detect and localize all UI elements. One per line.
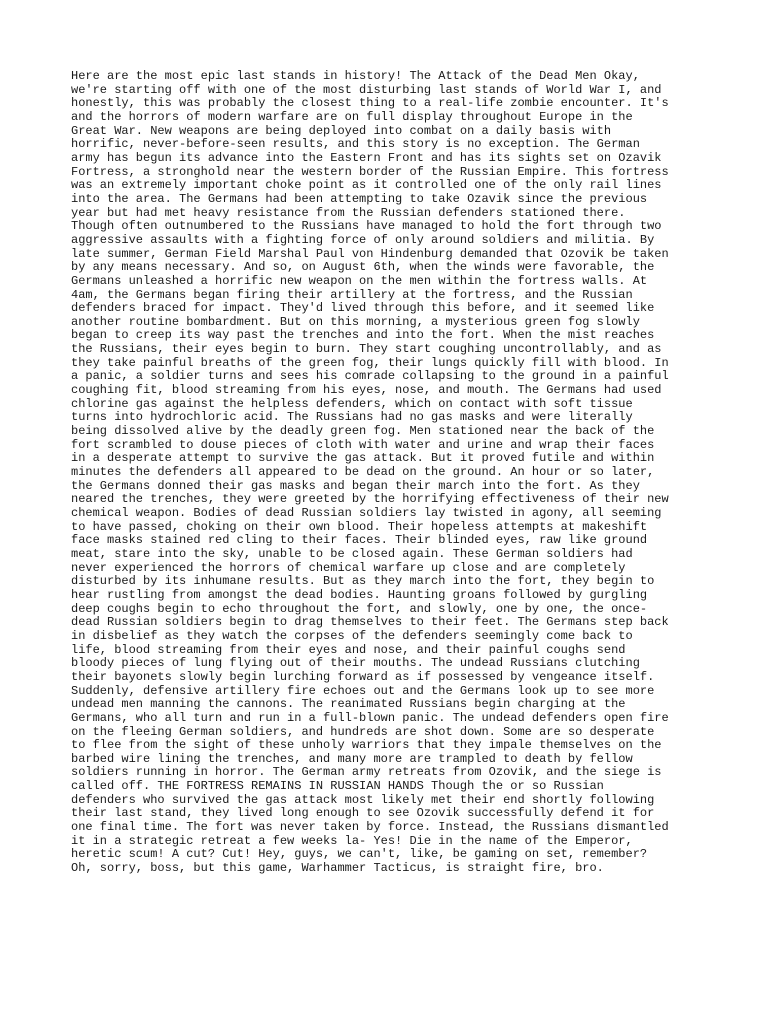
text-line: their last stand, they lived long enough to see Ozovik successfully defend it for: [71, 806, 655, 821]
text-line: meat, stare into the sky, unable to be closed again. These German soldiers had: [71, 546, 633, 561]
text-line: Germans, who all turn and run in a full-blown panic. The undead defenders open fire: [71, 710, 669, 725]
text-line: to have passed, choking on their own blood. Their hopeless attempts at makeshift: [71, 519, 648, 534]
text-line: neared the trenches, they were greeted by the horrifying effectiveness of their new: [71, 492, 669, 507]
text-line: fort scrambled to douse pieces of cloth with water and urine and wrap their faces: [71, 437, 655, 452]
text-line: barbed wire lining the trenches, and many more are trampled to death by fellow: [71, 751, 633, 766]
text-line: began to creep its way past the trenches and into the fort. When the mist reaches: [71, 328, 655, 343]
text-line: bloody pieces of lung flying out of their mouths. The undead Russians clutching: [71, 656, 640, 671]
text-line: Suddenly, defensive artillery fire echoes out and the Germans look up to see more: [71, 683, 655, 698]
text-line: aggressive assaults with a fighting force of only around soldiers and militia. By: [71, 232, 655, 247]
text-line: honestly, this was probably the closest thing to a real-life zombie encounter. It's: [71, 96, 669, 111]
text-line: a panic, a soldier turns and sees his comrade collapsing to the ground in a painful: [71, 369, 669, 384]
text-line: horrific, never-before-seen results, and this story is no exception. The German: [71, 137, 640, 152]
text-line: year but had met heavy resistance from the Russian defenders stationed there.: [71, 205, 626, 220]
text-line: into the area. The Germans had been attempting to take Ozavik since the previous: [71, 191, 648, 206]
text-line: heretic scum! A cut? Cut! Hey, guys, we can't, like, be gaming on set, remember?: [71, 847, 648, 862]
text-line: army has begun its advance into the Eastern Front and has its sights set on Ozavik: [71, 150, 662, 165]
text-line: the Russians, their eyes begin to burn. They start coughing uncontrollably, and as: [71, 342, 662, 357]
text-line: 4am, the Germans began firing their artillery at the fortress, and the Russian: [71, 287, 633, 302]
text-line: late summer, German Field Marshal Paul von Hindenburg demanded that Ozovik be taken: [71, 246, 669, 261]
text-line: turns into hydrochloric acid. The Russians had no gas masks and were literally: [71, 410, 633, 425]
text-line: deep coughs begin to echo throughout the fort, and slowly, one by one, the once-: [71, 601, 648, 616]
text-line: in a desperate attempt to survive the gas attack. But it proved futile and within: [71, 451, 655, 466]
text-line: called off. THE FORTRESS REMAINS IN RUSSIAN HANDS Though the or so Russian: [71, 779, 604, 794]
text-line: Fortress, a stronghold near the western border of the Russian Empire. This fortress: [71, 164, 669, 179]
text-line: by any means necessary. And so, on August 6th, when the winds were favorable, the: [71, 260, 655, 275]
text-line: face masks stained red cling to their faces. Their blinded eyes, raw like ground: [71, 533, 648, 548]
text-line: it in a strategic retreat a few weeks la- Yes! Die in the name of the Emperor,: [71, 833, 633, 848]
text-line: their bayonets slowly begin lurching forward as if possessed by vengeance itself.: [71, 669, 655, 684]
text-line: Great War. New weapons are being deployed into combat on a daily basis with: [71, 123, 612, 138]
text-line: the Germans donned their gas masks and began their march into the fort. As they: [71, 478, 640, 493]
text-line: undead men manning the cannons. The reanimated Russians begin charging at the: [71, 697, 626, 712]
body-text: [71, 70, 711, 876]
text-line: to flee from the sight of these unholy warriors that they impale themselves on the: [71, 738, 662, 753]
text-line: Though often outnumbered to the Russians have managed to hold the fort through two: [71, 219, 662, 234]
text-line: and the horrors of modern warfare are on full display throughout Europe in the: [71, 109, 633, 124]
text-line: Germans unleashed a horrific new weapon on the men within the fortress walls. At: [71, 273, 648, 288]
text-line: soldiers running in horror. The German army retreats from Ozovik, and the siege is: [71, 765, 662, 780]
text-line: being dissolved alive by the deadly green fog. Men stationed near the back of the: [71, 424, 655, 439]
text-line: on the fleeing German soldiers, and hundreds are shot down. Some are so desperate: [71, 724, 655, 739]
text-line: disturbed by its inhumane results. But as they march into the fort, they begin to: [71, 574, 655, 589]
text-line: was an extremely important choke point as it controlled one of the only rail lines: [71, 178, 662, 193]
text-line: they take painful breaths of the green fog, their lungs quickly fill with blood. In: [71, 355, 669, 370]
text-line: Here are the most epic last stands in history! The Attack of the Dead Men Okay,: [71, 69, 640, 83]
text-line: another routine bombardment. But on this morning, a mysterious green fog slowly: [71, 314, 640, 329]
text-line: coughing fit, blood streaming from his eyes, nose, and mouth. The Germans had used: [71, 383, 662, 398]
text-line: in disbelief as they watch the corpses of the defenders seemingly come back to: [71, 628, 633, 643]
text-line: we're starting off with one of the most disturbing last stands of World War I, and: [71, 82, 662, 97]
text-line: defenders braced for impact. They'd lived through this before, and it seemed like: [71, 301, 655, 316]
text-line: chemical weapon. Bodies of dead Russian soldiers lay twisted in agony, all seeming: [71, 506, 662, 520]
text-line: chlorine gas against the helpless defenders, which on contact with soft tissue: [71, 396, 633, 411]
text-line: one final time. The fort was never taken by force. Instead, the Russians dismantled: [71, 820, 669, 835]
text-line: life, blood streaming from their eyes and nose, and their painful coughs send: [71, 642, 626, 657]
text-line: minutes the defenders all appeared to be dead on the ground. An hour or so later,: [71, 465, 655, 480]
text-line: hear rustling from amongst the dead bodies. Haunting groans followed by gurgling: [71, 587, 648, 602]
text-line: dead Russian soldiers begin to drag themselves to their feet. The Germans step back: [71, 615, 669, 630]
text-line: Oh, sorry, boss, but this game, Warhammer Tacticus, is straight fire, bro.: [71, 861, 604, 876]
text-line: never experienced the horrors of chemical warfare up close and are completely: [71, 560, 626, 575]
text-line: defenders who survived the gas attack most likely met their end shortly following: [71, 792, 655, 807]
